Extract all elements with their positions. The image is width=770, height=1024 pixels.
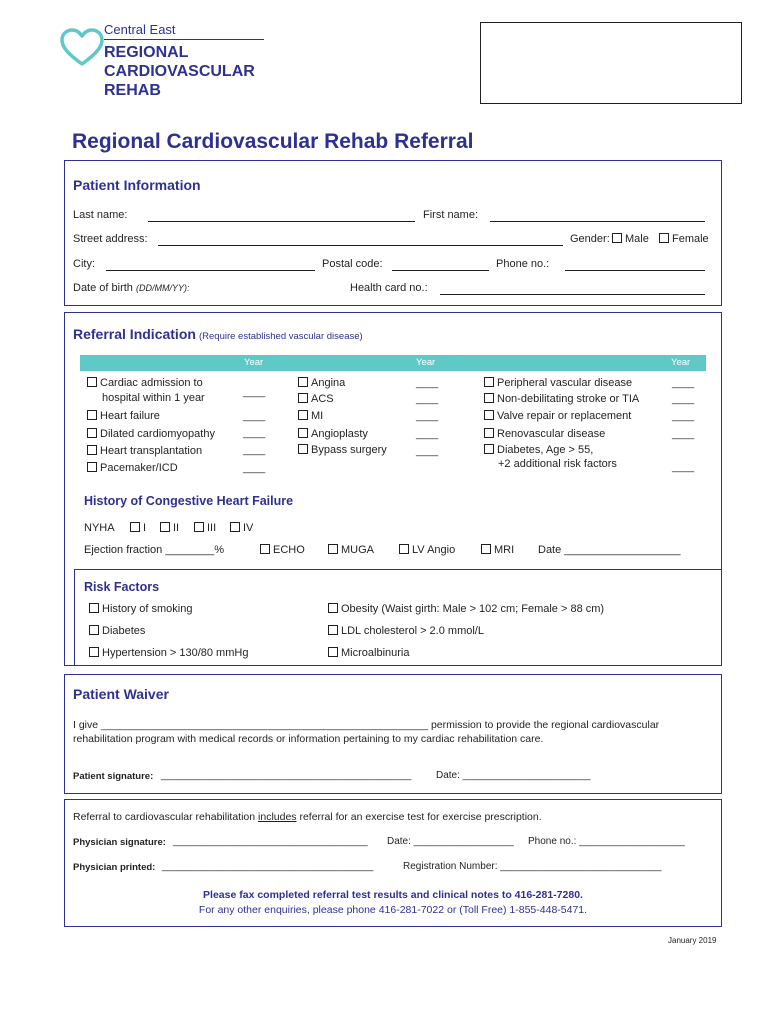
- dob-format: (DD/MM/YY):: [135, 283, 190, 293]
- label-heart-failure: Heart failure: [100, 410, 160, 422]
- cb-diabetes-age[interactable]: [484, 444, 593, 456]
- label-peripheral-vascular: Peripheral vascular disease: [497, 377, 633, 389]
- waiver-text-2: rehabilitation program with medical records or information pertaining to my cardiac rehabilitation care.: [73, 733, 544, 745]
- patient-signature-label: Patient signature:: [73, 771, 154, 782]
- cb-ldl[interactable]: [328, 625, 484, 637]
- label-pacemaker: Pacemaker/ICD: [100, 462, 178, 474]
- cb-hypertension[interactable]: [89, 647, 248, 659]
- year-blank[interactable]: ____: [243, 463, 266, 474]
- cb-heart-transplantation[interactable]: [87, 445, 202, 457]
- gender-label: Gender:: [570, 233, 610, 245]
- fax-instructions: Please fax completed referral test results and clinical notes to 416-281-7280.: [203, 889, 583, 901]
- label-valve-repair: Valve repair or replacement: [497, 410, 632, 422]
- label-dilated-cardiomyopathy: Dilated cardiomyopathy: [100, 428, 215, 440]
- health-card-field[interactable]: [440, 294, 705, 295]
- cb-acs[interactable]: [298, 393, 334, 405]
- first-name-label: First name:: [423, 209, 479, 221]
- logo-line-cardiovascular: CARDIOVASCULAR: [104, 63, 255, 80]
- stamp-box: [480, 22, 742, 104]
- female-label: Female: [672, 233, 709, 245]
- street-label: Street address:: [73, 233, 148, 245]
- gender-male-option[interactable]: [612, 233, 649, 245]
- cb-renovascular[interactable]: [484, 428, 605, 440]
- nyha-label: NYHA: [84, 522, 115, 534]
- chf-date-field[interactable]: Date ___________________: [538, 544, 681, 556]
- year-blank[interactable]: ____: [672, 429, 695, 440]
- label-heart-transplantation: Heart transplantation: [100, 445, 203, 457]
- label-bypass: Bypass surgery: [311, 444, 387, 456]
- cb-valve-repair[interactable]: [484, 410, 631, 422]
- enquiries-line: For any other enquiries, please phone 416-281-7022 or (Toll Free) 1-855-448-5471.: [198, 904, 588, 916]
- hypertension-label: Hypertension > 130/80 mmHg: [102, 647, 249, 659]
- nyha-iii[interactable]: [194, 522, 216, 534]
- year-blank[interactable]: ____: [243, 387, 266, 398]
- year-blank[interactable]: ____: [243, 428, 266, 439]
- cb-bypass[interactable]: [298, 444, 387, 456]
- physician-signature-field[interactable]: ___________________________________: [173, 836, 368, 847]
- label-cardiac-admission-wrap: hospital within 1 year: [102, 392, 205, 404]
- smoking-label: History of smoking: [102, 603, 193, 615]
- cb-obesity[interactable]: [328, 603, 604, 615]
- microalbinuria-label: Microalbinuria: [341, 647, 410, 659]
- note-c: referral for an exercise test for exercise prescription.: [296, 811, 542, 823]
- cb-angioplasty[interactable]: [298, 428, 368, 440]
- label-mi: MI: [311, 410, 324, 422]
- ldl-label: LDL cholesterol > 2.0 mmol/L: [341, 625, 484, 637]
- year-blank[interactable]: ____: [672, 394, 695, 405]
- note-emphasis: includes: [258, 811, 297, 823]
- cb-echo[interactable]: [260, 544, 305, 556]
- label-acs: ACS: [311, 393, 334, 405]
- year-header-bar: [80, 355, 706, 371]
- physician-note: [73, 811, 542, 823]
- nyha-iv-label: IV: [243, 522, 254, 534]
- physician-printed-label: Physician printed:: [73, 862, 156, 873]
- postal-field[interactable]: [392, 270, 489, 271]
- logo-line-regional: REGIONAL: [104, 44, 189, 61]
- gender-female-option[interactable]: [659, 233, 709, 245]
- label-renovascular: Renovascular disease: [497, 428, 606, 440]
- dob-text: Date of birth: [73, 282, 133, 294]
- year-blank[interactable]: ____: [416, 446, 439, 457]
- referral-title-text: Referral Indication: [73, 326, 196, 342]
- patient-signature-field[interactable]: _____________________________________________: [161, 770, 412, 781]
- health-card-label: Health card no.:: [350, 282, 428, 294]
- year-header-2: Year: [416, 357, 436, 368]
- phone-label: Phone no.:: [496, 258, 550, 270]
- label-diabetes-age: Diabetes, Age > 55,: [497, 444, 594, 456]
- year-blank[interactable]: ____: [672, 378, 695, 389]
- risk-divider-left: [74, 569, 75, 666]
- logo: [60, 22, 270, 102]
- cb-microalbinuria[interactable]: [328, 647, 409, 659]
- cb-mri[interactable]: [481, 544, 514, 556]
- ejection-fraction-field[interactable]: Ejection fraction ________%: [84, 544, 225, 556]
- female-checkbox[interactable]: [659, 233, 669, 243]
- nyha-i-label: I: [143, 522, 147, 534]
- mri-label: MRI: [494, 544, 515, 556]
- cb-mi[interactable]: [298, 410, 323, 422]
- physician-printed-field[interactable]: ______________________________________: [162, 861, 374, 872]
- cb-pacemaker[interactable]: [87, 462, 178, 474]
- nyha-i[interactable]: [130, 522, 146, 534]
- muga-label: MUGA: [341, 544, 374, 556]
- physician-date-field[interactable]: Date: __________________: [387, 836, 514, 847]
- label-angina: Angina: [311, 377, 346, 389]
- year-blank[interactable]: ____: [416, 378, 439, 389]
- footer-date: January 2019: [668, 936, 717, 945]
- year-blank[interactable]: ____: [243, 411, 266, 422]
- cb-diabetes[interactable]: [89, 625, 145, 637]
- risk-title: Risk Factors: [84, 580, 160, 594]
- cb-peripheral-vascular[interactable]: [484, 377, 632, 389]
- waiver-title: Patient Waiver: [73, 686, 169, 702]
- physician-phone-field[interactable]: Phone no.: ___________________: [528, 836, 685, 847]
- logo-subtitle: Central East: [104, 22, 176, 37]
- referral-subtitle: (Require established vascular disease): [198, 331, 363, 342]
- patient-date-field[interactable]: Date: _______________________: [436, 770, 591, 781]
- cb-angina[interactable]: [298, 377, 345, 389]
- nyha-ii[interactable]: [160, 522, 179, 534]
- cb-cardiac-admission[interactable]: [87, 377, 203, 389]
- first-name-field[interactable]: [490, 221, 705, 222]
- cb-lv-angio[interactable]: [399, 544, 455, 556]
- cb-stroke-tia[interactable]: [484, 393, 639, 405]
- patient-info-title: Patient Information: [73, 177, 201, 193]
- note-a: Referral to cardiovascular rehabilitation: [73, 811, 259, 823]
- registration-number-field[interactable]: Registration Number: _____________________________: [403, 861, 662, 872]
- year-header-3: Year: [671, 357, 691, 368]
- page-title: Regional Cardiovascular Rehab Referral: [72, 130, 474, 153]
- year-header-1: Year: [244, 357, 264, 368]
- nyha-ii-label: II: [173, 522, 180, 534]
- last-name-label: Last name:: [73, 209, 128, 221]
- label-stroke-tia: Non-debilitating stroke or TIA: [497, 393, 640, 405]
- label-angioplasty: Angioplasty: [311, 428, 368, 440]
- referral-title: [73, 326, 363, 342]
- last-name-field[interactable]: [148, 221, 415, 222]
- cb-dilated-cardiomyopathy[interactable]: [87, 428, 215, 440]
- cb-muga[interactable]: [328, 544, 374, 556]
- chf-title: History of Congestive Heart Failure: [84, 494, 294, 508]
- risk-divider: [74, 569, 722, 570]
- heart-icon: [60, 28, 104, 68]
- lv-angio-label: LV Angio: [412, 544, 456, 556]
- diabetes-label: Diabetes: [102, 625, 146, 637]
- city-label: City:: [73, 258, 95, 270]
- physician-signature-label: Physician signature:: [73, 837, 166, 848]
- year-blank[interactable]: ____: [672, 411, 695, 422]
- label-cardiac-admission: Cardiac admission to: [100, 377, 203, 389]
- male-checkbox[interactable]: [612, 233, 622, 243]
- label-diabetes-age-wrap: +2 additional risk factors: [498, 458, 617, 470]
- city-field[interactable]: [106, 270, 315, 271]
- year-blank[interactable]: ____: [416, 394, 439, 405]
- waiver-text-1: I give ________________________________________________________ permission to provide the regional cardiovascular: [73, 719, 660, 731]
- logo-line-rehab: REHAB: [104, 82, 161, 99]
- street-field[interactable]: [158, 245, 563, 246]
- obesity-label: Obesity (Waist girth: Male > 102 cm; Female > 88 cm): [341, 603, 605, 615]
- dob-label: [73, 282, 189, 294]
- cb-heart-failure[interactable]: [87, 410, 160, 422]
- nyha-iv[interactable]: [230, 522, 253, 534]
- nyha-iii-label: III: [207, 522, 217, 534]
- year-blank[interactable]: ____: [243, 445, 266, 456]
- logo-rule: [104, 39, 264, 40]
- postal-label: Postal code:: [322, 258, 383, 270]
- year-blank[interactable]: ____: [416, 411, 439, 422]
- phone-field[interactable]: [565, 270, 705, 271]
- year-blank[interactable]: ____: [672, 462, 695, 473]
- year-blank[interactable]: ____: [416, 429, 439, 440]
- male-label: Male: [625, 233, 649, 245]
- echo-label: ECHO: [273, 544, 305, 556]
- cb-smoking[interactable]: [89, 603, 192, 615]
